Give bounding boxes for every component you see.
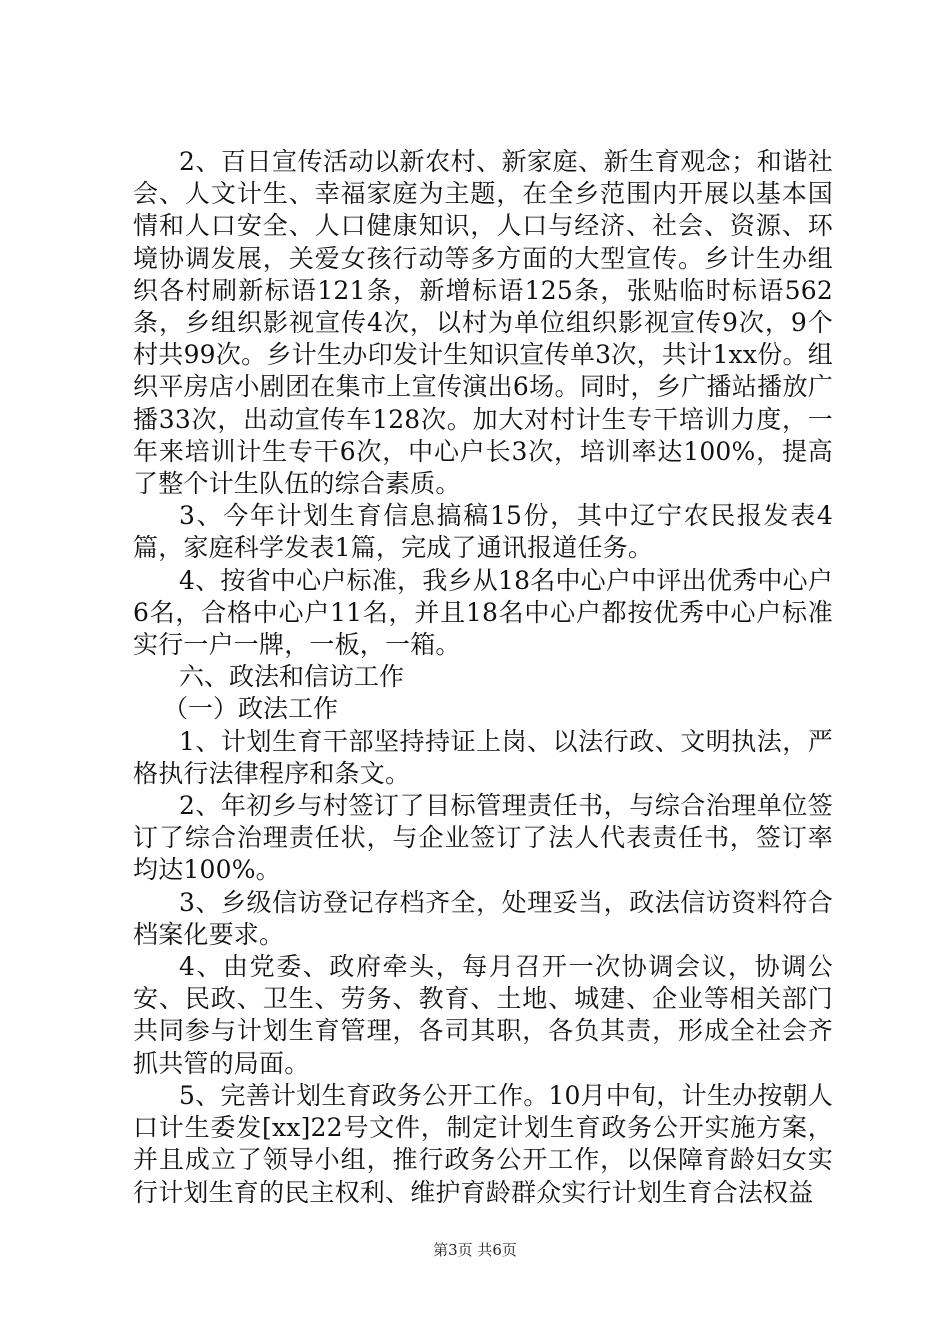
paragraph-central-households: 4、按省中心户标准，我乡从18名中心户中评出优秀中心户6名，合格中心户11名，并且18名中心户都按优秀中心户标准实行一户一牌，一板，一箱。 [133,565,833,660]
paragraph-publicity: 2、百日宣传活动以新农村、新家庭、新生育观念；和谐社会、人文计生、幸福家庭为主题，在全乡范围内开展以基本国情和人口安全、人口健康知识，人口与经济、社会、资源、环境协调发展，关爱女孩行动等多方面的大型宣传。乡计生办组织各村刷新标语121条，新增标语125条，张贴临时标语562条，乡组织影视宣传4次，以村为单位组织影视宣传9次，9个村共99次。乡计生办印发计生知识宣传单3次，共计1xx份。组织平房店小剧团在集市上宣传演出6场。同时，乡广播站播放广播33次，出动宣传车128次。加大对村计生专干培训力度，一年来培训计生专干6次，中心户长3次，培训率达100%，提高了整个计生队伍的综合素质。 [133,147,833,499]
page-footer [0,1240,950,1260]
sub-heading: （一）政法工作 [163,694,339,724]
paragraph-law-4: 4、由党委、政府牵头，每月召开一次协调会议，协调公安、民政、卫生、劳务、教育、土地、城建、企业等相关部门共同参与计划生育管理，各司其职，各负其责，形成全社会齐抓共管的局面。 [133,952,833,1078]
paragraph-news-reports: 3、今年计划生育信息搞稿15份，其中辽宁农民报发表4篇，家庭科学发表1篇，完成了通讯报道任务。 [133,501,833,563]
document-body [133,146,833,1209]
paragraph-law-5: 5、完善计划生育政务公开工作。10月中旬，计生办按朝人口计生委发[xx]22号文件，制定计划生育政务公开实施方案，并且成立了领导小组，推行政务公开工作，以保障育龄妇女实行计划生育的民主权利、维护育龄群众实行计划生育合法权益 [133,1080,833,1207]
section-heading: 六、政法和信访工作 [179,662,405,692]
paragraph-law-2: 2、年初乡与村签订了目标管理责任书，与综合治理单位签订了综合治理责任状，与企业签订了法人代表责任书，签订率均达100%。 [133,791,833,885]
page-indicator: 第3页 共6页 [433,1241,517,1259]
paragraph-law-3: 3、乡级信访登记存档齐全，处理妥当，政法信访资料符合档案化要求。 [133,887,833,949]
paragraph-law-1: 1、计划生育干部坚持持证上岗、以法行政、文明执法，严格执行法律程序和条文。 [133,726,833,788]
